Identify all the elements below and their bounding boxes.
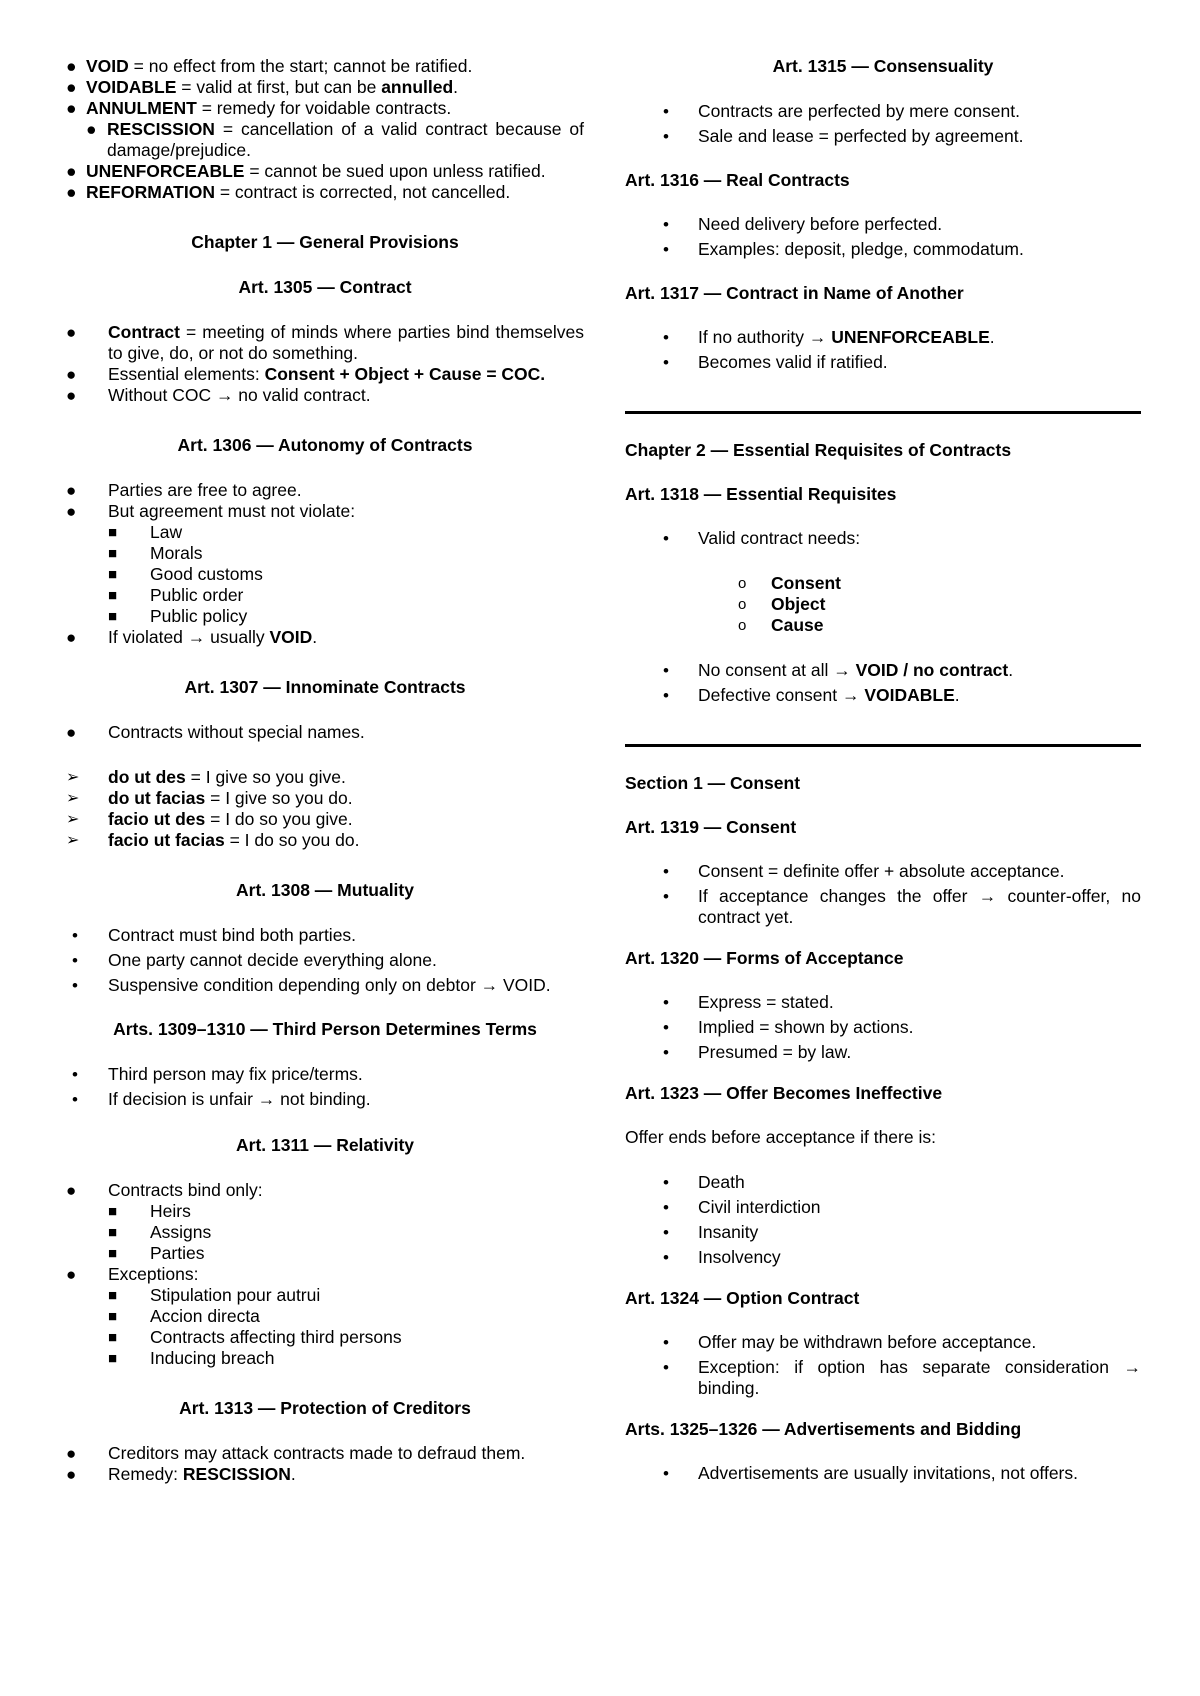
art-1325-heading: Arts. 1325–1326 — Advertisements and Bidding — [625, 1419, 1022, 1439]
art-1306-list — [66, 480, 584, 648]
innominate-arrow-list — [66, 767, 584, 851]
art-1323-heading: Art. 1323 — Offer Becomes Ineffective — [625, 1083, 943, 1103]
art-1308-list — [36, 925, 584, 996]
art-1316-list — [625, 214, 1141, 260]
list-item: • Insanity — [625, 1222, 1141, 1243]
list-item: • Implied = shown by actions. — [625, 1017, 1141, 1038]
list-item: ● Contracts bind only: ■ Heirs ■ Assigns ■ Parties — [66, 1180, 584, 1264]
list-item: ● Remedy: RESCISSION. — [66, 1464, 584, 1485]
requisite-item: o Consent — [625, 573, 1141, 594]
chapter-2-heading: Chapter 2 — Essential Requisites of Contracts — [625, 440, 1012, 460]
section-1-heading: Section 1 — Consent — [625, 773, 801, 793]
list-item: • Express = stated. — [625, 992, 1141, 1013]
list-item: ● But agreement must not violate: ■ Law ■ Morals ■ Good customs ■ Public order ■ Public policy — [66, 501, 584, 627]
sublist-item: ■ Contracts affecting third persons — [66, 1327, 584, 1348]
list-item: ● If violated → usually VOID. — [66, 627, 584, 648]
art-1325-list — [625, 1463, 1141, 1484]
list-item: • Insolvency — [625, 1247, 1141, 1268]
art-1319-heading: Art. 1319 — Consent — [625, 817, 797, 837]
art-1320-list — [625, 992, 1141, 1063]
sublist-item: ■ Good customs — [66, 564, 584, 585]
definition-rescission: ● RESCISSION = cancellation of a valid contract because of damage/prejudice. — [86, 119, 584, 160]
list-item: • Offer may be withdrawn before acceptance. — [625, 1332, 1141, 1353]
art-1307-heading: Art. 1307 — Innominate Contracts — [184, 677, 466, 697]
list-item: ● Without COC → no valid contract. — [66, 385, 584, 406]
definition-annulment: ● ANNULMENT = remedy for voidable contracts. — [66, 98, 452, 118]
art-1311-sublist-1 — [108, 1201, 584, 1264]
left-column — [66, 56, 584, 1485]
sublist-item: ■ Morals — [66, 543, 584, 564]
sublist-item: ■ Stipulation pour autrui — [66, 1285, 584, 1306]
definition-void: ● VOID = no effect from the start; cannot be ratified. — [66, 56, 473, 76]
art-1315-heading: Art. 1315 — Consensuality — [772, 56, 994, 76]
sublist-item: ■ Public order — [66, 585, 584, 606]
art-1313-heading: Art. 1313 — Protection of Creditors — [179, 1398, 471, 1418]
art-1324-list — [625, 1332, 1141, 1399]
list-item: • Death — [625, 1172, 1141, 1193]
sublist-item: ■ Public policy — [66, 606, 584, 627]
art-1305-heading: Art. 1305 — Contract — [238, 277, 412, 297]
list-item: • Civil interdiction — [625, 1197, 1141, 1218]
art-1317-heading: Art. 1317 — Contract in Name of Another — [625, 283, 964, 303]
list-item: ● Parties are free to agree. — [66, 480, 584, 501]
art-1324-heading: Art. 1324 — Option Contract — [625, 1288, 860, 1308]
definition-voidable: ● VOIDABLE = valid at first, but can be annulled. — [66, 77, 459, 97]
art-1318-heading: Art. 1318 — Essential Requisites — [625, 484, 897, 504]
list-item: • One party cannot decide everything alone. — [36, 950, 584, 971]
art-1323-intro: Offer ends before acceptance if there is: — [625, 1127, 936, 1147]
art-1317-list — [625, 327, 1141, 373]
art-1311-heading: Art. 1311 — Relativity — [236, 1135, 414, 1155]
list-item: • Advertisements are usually invitations, not offers. — [625, 1463, 1141, 1484]
list-item: ● Exceptions: ■ Stipulation pour autrui ■ Accion directa ■ Contracts affecting third persons ■ Inducing breach — [66, 1264, 584, 1369]
art-1306-sublist — [108, 522, 584, 627]
list-item: • Contracts are perfected by mere consent. — [625, 101, 1141, 122]
section-divider — [625, 744, 1141, 747]
art-1316-heading: Art. 1316 — Real Contracts — [625, 170, 850, 190]
arrow-item: ➢ facio ut des = I do so you give. — [66, 809, 584, 830]
list-item: • If decision is unfair → not binding. — [36, 1089, 584, 1110]
list-item: • Exception: if option has separate consideration → binding. — [625, 1357, 1141, 1399]
art-1308-heading: Art. 1308 — Mutuality — [236, 880, 414, 900]
arrow-item: ➢ do ut facias = I give so you do. — [66, 788, 584, 809]
list-item: • If no authority → UNENFORCEABLE. — [625, 327, 1141, 348]
chapter-1-heading: Chapter 1 — General Provisions — [191, 232, 459, 252]
art-1315-list — [625, 101, 1141, 147]
requisite-item: o Cause — [625, 615, 1141, 636]
list-item: • Suspensive condition depending only on debtor → VOID. — [36, 975, 584, 996]
list-item: • Valid contract needs: — [625, 528, 1141, 549]
sublist-item: ■ Assigns — [66, 1222, 584, 1243]
arrow-item: ➢ do ut des = I give so you give. — [66, 767, 584, 788]
sublist-item: ■ Accion directa — [66, 1306, 584, 1327]
right-column — [625, 56, 1141, 1488]
list-item: • Contract must bind both parties. — [36, 925, 584, 946]
art-1305-list — [66, 322, 584, 406]
sublist-item: ■ Parties — [66, 1243, 584, 1264]
list-item: ● Contracts without special names. — [66, 722, 584, 743]
sublist-item: ■ Heirs — [66, 1201, 584, 1222]
section-divider — [625, 411, 1141, 414]
art-1311-list — [66, 1180, 584, 1369]
art-1323-list — [625, 1172, 1141, 1268]
list-item: • Third person may fix price/terms. — [36, 1064, 584, 1085]
art-1309-list — [36, 1064, 584, 1110]
list-item: • Consent = definite offer + absolute acceptance. — [625, 861, 1141, 882]
art-1319-list — [625, 861, 1141, 928]
list-item: • Need delivery before perfected. — [625, 214, 1141, 235]
definition-unenforceable: ● UNENFORCEABLE = cannot be sued upon unless ratified. — [66, 161, 546, 181]
art-1318-list — [625, 528, 1141, 549]
list-item: • No consent at all → VOID / no contract. — [625, 660, 1141, 681]
art-1318-requisites-list — [625, 573, 1141, 636]
art-1311-sublist-2 — [108, 1285, 584, 1369]
sublist-item: ■ Inducing breach — [66, 1348, 584, 1369]
list-item: ● Creditors may attack contracts made to defraud them. — [66, 1443, 584, 1464]
list-item: • Becomes valid if ratified. — [625, 352, 1141, 373]
art-1320-heading: Art. 1320 — Forms of Acceptance — [625, 948, 904, 968]
list-item: • Sale and lease = perfected by agreement. — [625, 126, 1141, 147]
art-1307-list — [66, 722, 584, 743]
list-item: ● Essential elements: Consent + Object + Cause = COC. — [66, 364, 584, 385]
list-item: • Defective consent → VOIDABLE. — [625, 685, 1141, 706]
art-1306-heading: Art. 1306 — Autonomy of Contracts — [177, 435, 473, 455]
list-item: • Examples: deposit, pledge, commodatum. — [625, 239, 1141, 260]
art-1309-heading: Arts. 1309–1310 — Third Person Determines Terms — [113, 1019, 537, 1039]
sublist-item: ■ Law — [66, 522, 584, 543]
arrow-item: ➢ facio ut facias = I do so you do. — [66, 830, 584, 851]
list-item: • Presumed = by law. — [625, 1042, 1141, 1063]
art-1318-list-2 — [625, 660, 1141, 706]
list-item: ● Contract = meeting of minds where parties bind themselves to give, do, or not do something. — [66, 322, 584, 364]
list-item: • If acceptance changes the offer → counter-offer, no contract yet. — [625, 886, 1141, 928]
definitions-list — [66, 56, 584, 203]
art-1313-list — [66, 1443, 584, 1485]
requisite-item: o Object — [625, 594, 1141, 615]
definition-reformation: ● REFORMATION = contract is corrected, not cancelled. — [66, 182, 511, 202]
